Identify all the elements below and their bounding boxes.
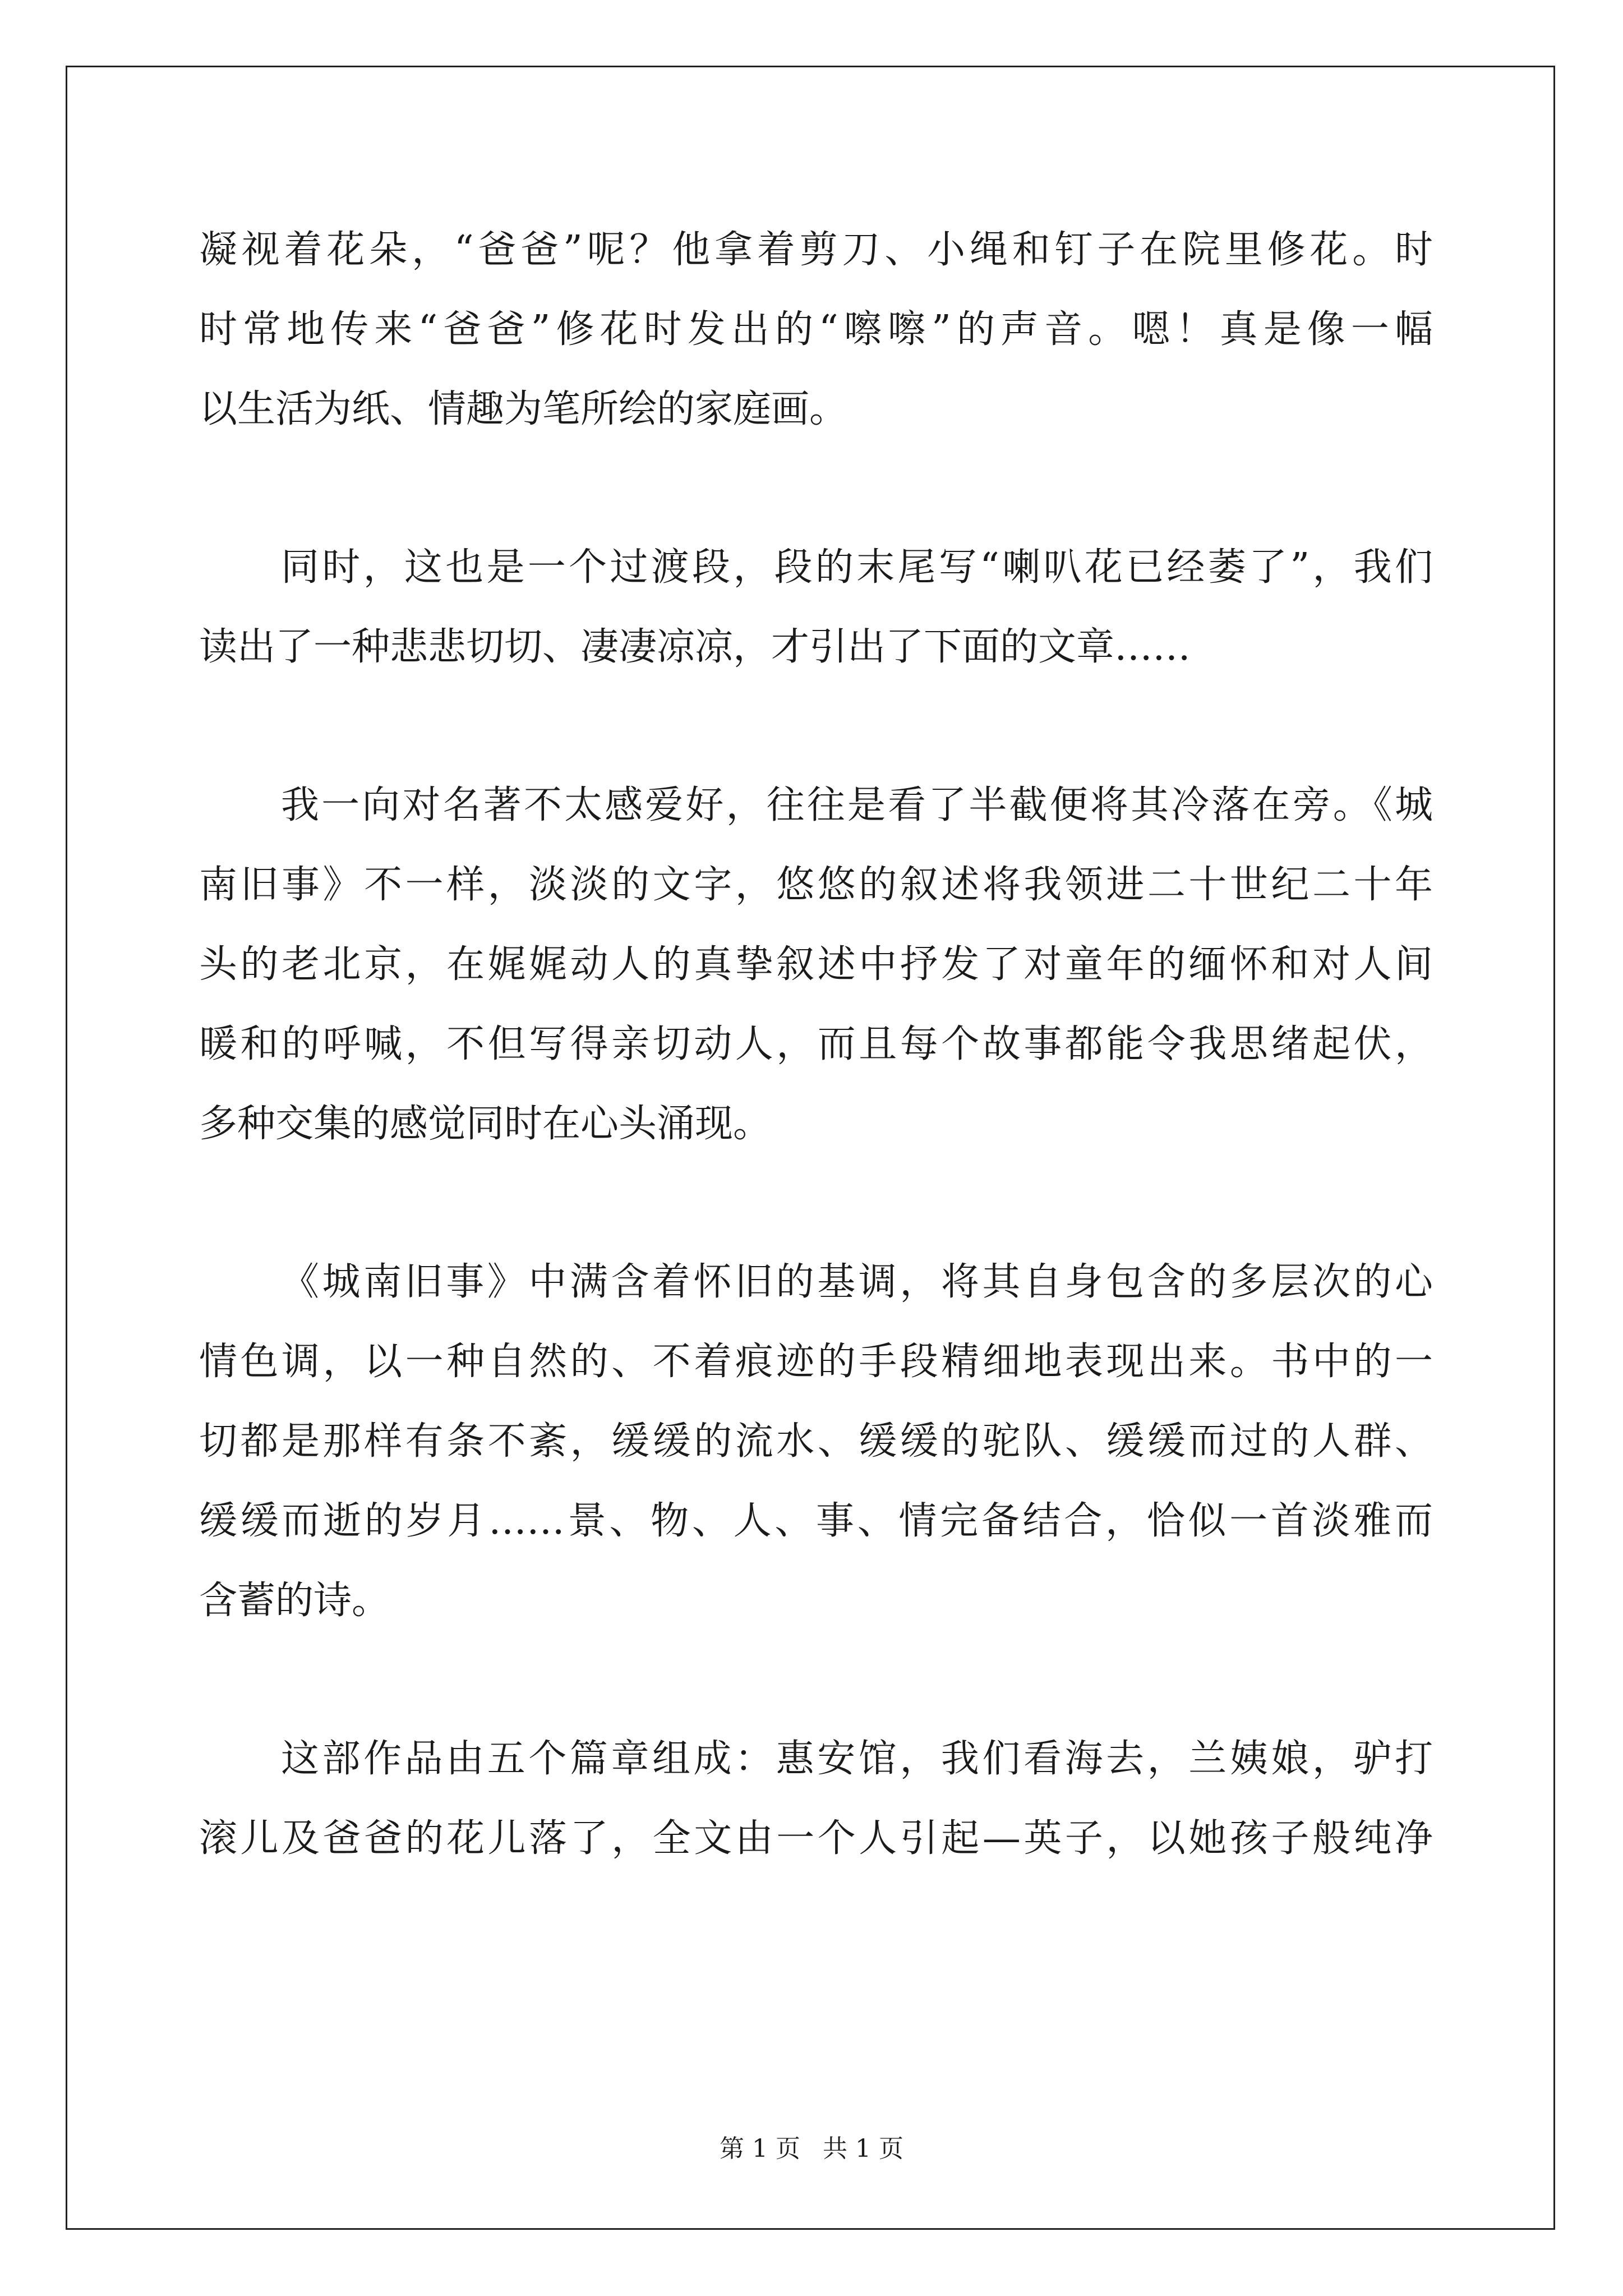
paragraph: [199, 1243, 1433, 1641]
paragraph: [199, 1719, 1433, 1879]
page-number: 第 1 页: [720, 2134, 800, 2163]
text-line: 头的老北京，在娓娓动人的真挚叙述中抒发了对童年的缅怀和对人间: [199, 942, 1433, 987]
text-line: 《城南旧事》中满含着怀旧的基调，将其自身包含的多层次的心: [281, 1260, 1433, 1304]
text-line: 凝视着花朵，“爸爸”呢？他拿着剪刀、小绳和钉子在院里修花。时: [199, 228, 1433, 272]
text-line: 缓缓而逝的岁月……景、物、人、事、情完备结合，恰似一首淡雅而: [199, 1499, 1433, 1543]
text-line: 滚儿及爸爸的花儿落了，全文由一个人引起—英子，以她孩子般纯净: [199, 1816, 1433, 1861]
text-line: 时常地传来“爸爸”修花时发出的“嚓嚓”的声音。嗯！真是像一幅: [199, 307, 1433, 352]
text-line: 多种交集的感觉同时在心头涌现。: [199, 1102, 772, 1146]
paragraph: [199, 210, 1433, 449]
page-footer: [0, 2132, 1623, 2166]
text-line: 我一向对名著不太感爱好，往往是看了半截便将其冷落在旁。《城: [281, 783, 1433, 827]
paragraph: [199, 528, 1433, 687]
text-line: 含蓄的诗。: [199, 1579, 390, 1623]
text-line: 这部作品由五个篇章组成：惠安馆，我们看海去，兰姨娘，驴打: [281, 1737, 1433, 1781]
text-line: 读出了一种悲悲切切、凄凄凉凉，才引出了下面的文章……: [199, 625, 1191, 669]
text-line: 同时，这也是一个过渡段，段的末尾写“喇叭花已经萎了”，我们: [281, 545, 1433, 590]
text-line: 切都是那样有条不紊，缓缓的流水、缓缓的驼队、缓缓而过的人群、: [199, 1419, 1433, 1464]
page-total: 共 1 页: [823, 2134, 903, 2163]
text-line: 情色调，以一种自然的、不着痕迹的手段精细地表现出来。书中的一: [199, 1340, 1433, 1384]
document-body: [199, 210, 1433, 1879]
text-line: 以生活为纸、情趣为笔所绘的家庭画。: [199, 387, 848, 431]
paragraph: [199, 766, 1433, 1164]
text-line: 南旧事》不一样，淡淡的文字，悠悠的叙述将我领进二十世纪二十年: [199, 863, 1433, 907]
text-line: 暖和的呼喊，不但写得亲切动人，而且每个故事都能令我思绪起伏，: [199, 1022, 1433, 1066]
